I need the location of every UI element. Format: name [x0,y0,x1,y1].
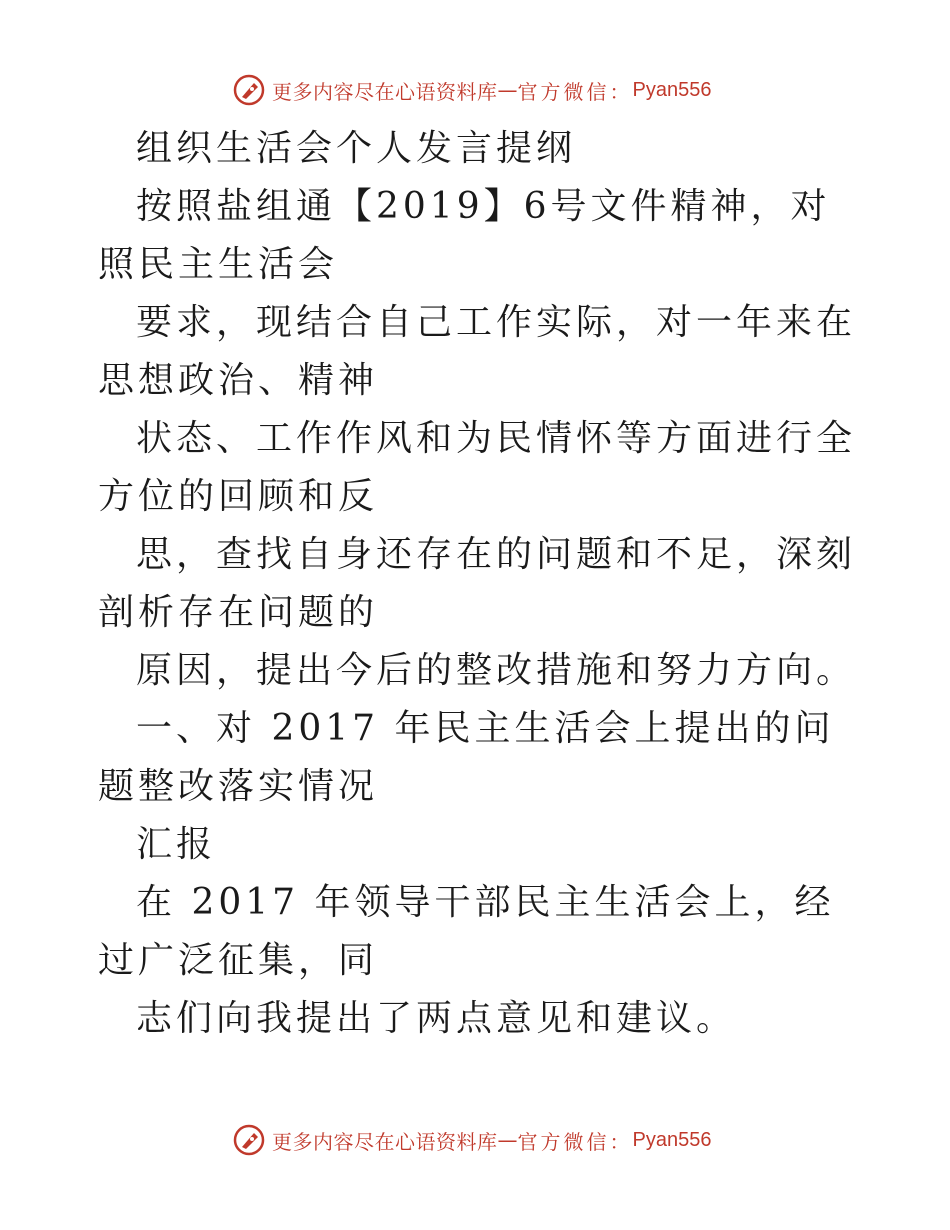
banner-wechat-label: 官方微信： [517,79,633,104]
paragraph-3: 状态、工作作风和为民情怀等方面进行全方位的回顾和反 [98,418,857,517]
pen-nib-logo-icon [232,73,266,107]
banner-wechat-id: Pyan556 [632,1128,712,1151]
paragraph-6: 汇报 [136,824,217,865]
pen-nib-logo-icon [232,1123,266,1157]
banner-slogan: 更多内容尽在心语资料库 [272,79,498,104]
document-title: 组织生活会个人发言提纲 [136,128,577,169]
document-body [98,120,858,1048]
banner-wechat-id: Pyan556 [632,78,712,101]
section-heading-1: 一、对 2017 年民主生活会上提出的问题整改落实情况 [98,708,835,807]
banner-slogan: 更多内容尽在心语资料库 [272,1129,498,1154]
paragraph-1: 按照盐组通【2019】6号文件精神，对照民主生活会 [98,186,831,285]
footer-banner [232,1122,711,1158]
paragraph-8: 志们向我提出了两点意见和建议。 [136,998,737,1039]
banner-dash: — [497,78,518,102]
banner-wechat-label: 官方微信： [517,1129,633,1154]
header-banner [232,72,711,108]
paragraph-5: 原因，提出今后的整改措施和努力方向。 [136,650,857,691]
paragraph-2: 要求，现结合自己工作实际，对一年来在思想政治、精神 [98,302,857,401]
paragraph-7: 在 2017 年领导干部民主生活会上，经过广泛征集，同 [98,882,835,981]
banner-dash: — [497,1128,518,1152]
paragraph-4: 思，查找自身还存在的问题和不足，深刻剖析存在问题的 [98,534,857,633]
